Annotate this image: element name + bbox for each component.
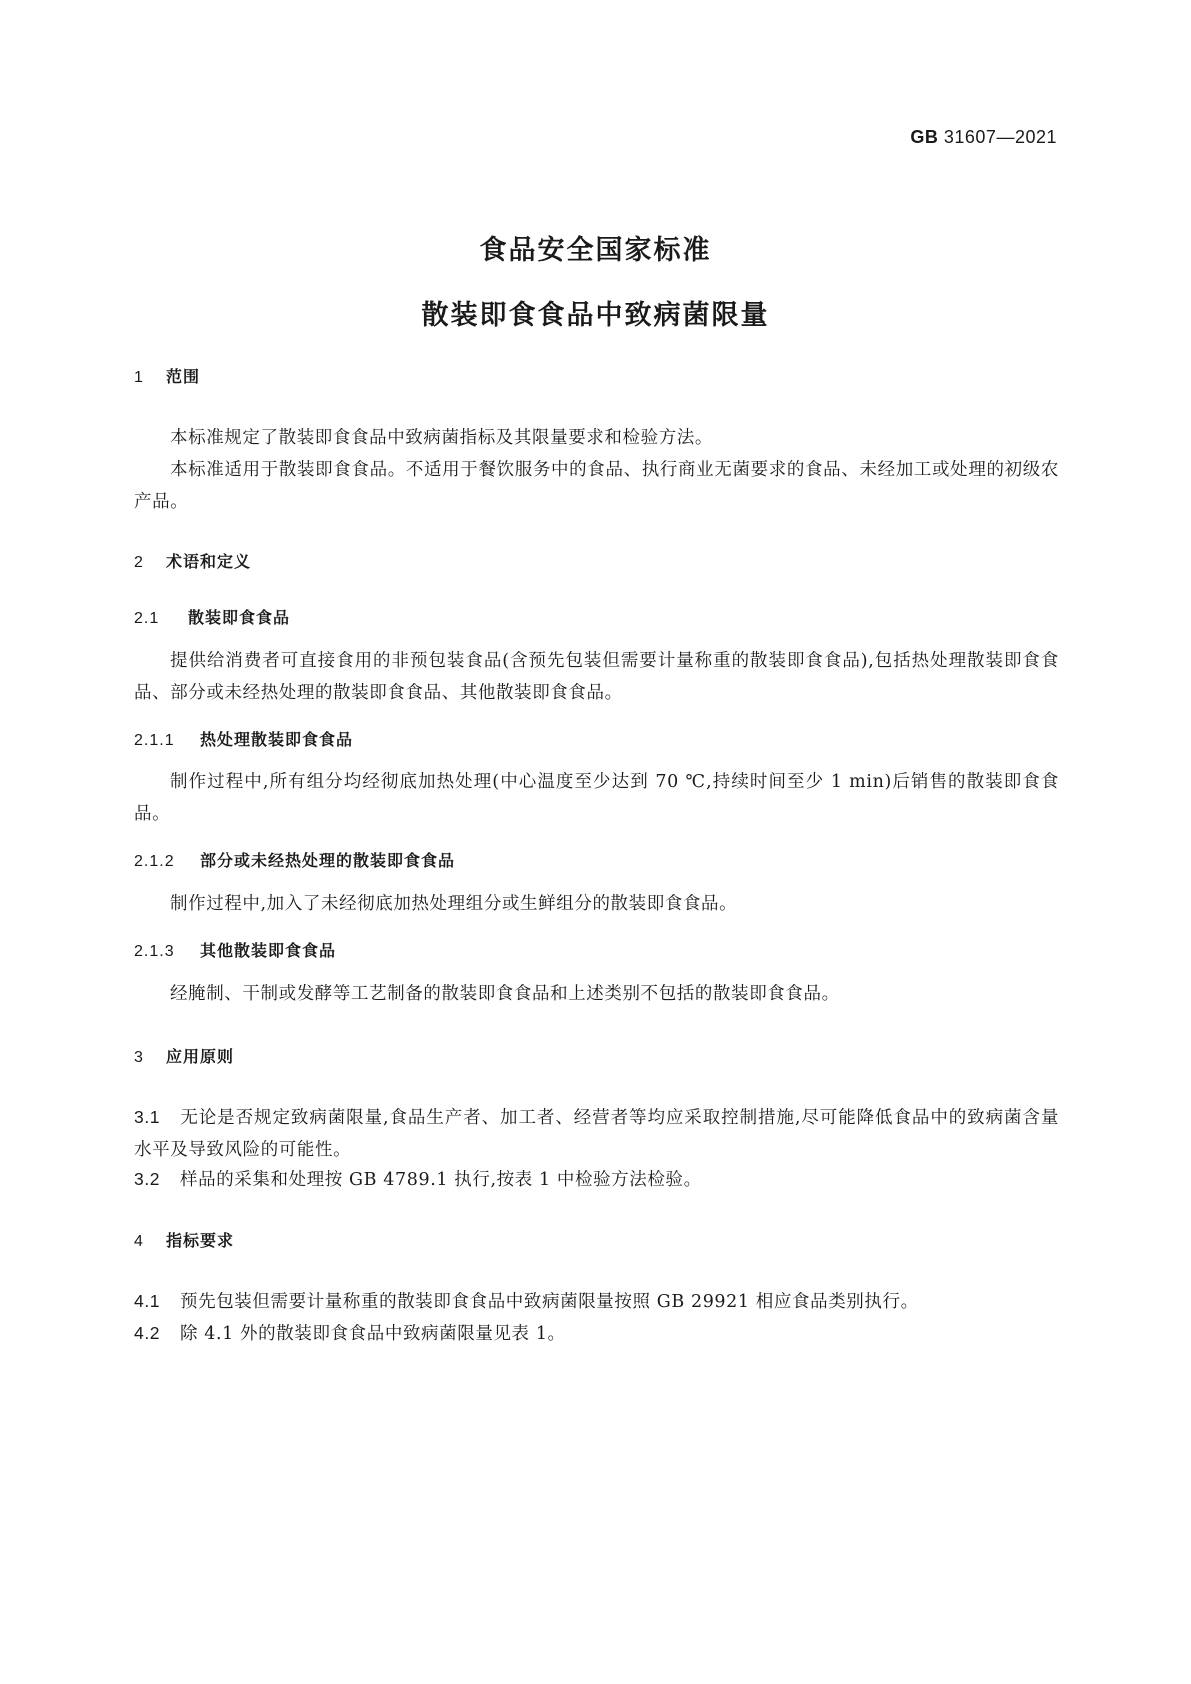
clause-number: 3.1 <box>134 1107 161 1127</box>
standard-code <box>910 127 1057 148</box>
section-4-heading <box>134 1228 234 1251</box>
section-1-heading <box>134 364 200 387</box>
clause-4-1 <box>134 1285 1059 1318</box>
clause-2-1-3-paragraph: 经腌制、干制或发酵等工艺制备的散装即食食品和上述类别不包括的散装即食食品。 <box>170 984 840 1004</box>
clause-number: 3.2 <box>134 1169 161 1189</box>
clause-2-1-1-paragraph: 制作过程中,所有组分均经彻底加热处理(中心温度至少达到 70 ℃,持续时间至少 1 min)后销售的散装即食食品。 <box>134 772 1059 824</box>
clause-2-1-1-heading <box>134 727 353 750</box>
clause-text: 预先包装但需要计量称重的散装即食食品中致病菌限量按照 GB 29921 相应食品类别执行。 <box>180 1292 919 1312</box>
clause-3-1 <box>134 1101 1059 1166</box>
clause-number: 2.1 <box>134 610 160 627</box>
document-title-line-1: 食品安全国家标准 <box>479 235 712 266</box>
clause-4-2 <box>134 1317 1059 1350</box>
standard-code-number: 31607—2021 <box>938 127 1057 147</box>
clause-title: 热处理散装即食食品 <box>200 730 354 749</box>
clause-number: 2.1.1 <box>134 732 175 749</box>
clause-number: 2.1.3 <box>134 943 175 960</box>
section-title: 范围 <box>166 367 201 386</box>
section-number: 2 <box>134 554 144 571</box>
clause-2-1-paragraph: 提供给消费者可直接食用的非预包装食品(含预先包装但需要计量称重的散装即食食品),包括热处理散装即食食品、部分或未经热处理的散装即食食品、其他散装即食食品。 <box>134 651 1059 703</box>
section-1-paragraph-1: 本标准规定了散装即食食品中致病菌指标及其限量要求和检验方法。 <box>170 428 713 448</box>
section-number: 3 <box>134 1049 144 1066</box>
section-title: 指标要求 <box>166 1231 235 1250</box>
clause-number: 4.1 <box>134 1291 161 1311</box>
section-title: 应用原则 <box>166 1047 235 1066</box>
document-title-line-2: 散装即食食品中致病菌限量 <box>421 300 770 331</box>
section-number: 4 <box>134 1233 144 1250</box>
clause-3-2 <box>134 1163 1059 1196</box>
section-title: 术语和定义 <box>166 552 252 571</box>
clause-2-1-3-heading <box>134 938 336 961</box>
clause-2-1-2-paragraph: 制作过程中,加入了未经彻底加热处理组分或生鲜组分的散装即食食品。 <box>170 894 738 914</box>
clause-text: 除 4.1 外的散装即食食品中致病菌限量见表 1。 <box>180 1324 566 1344</box>
clause-number: 4.2 <box>134 1323 161 1343</box>
clause-title: 散装即食食品 <box>188 608 291 627</box>
section-3-heading <box>134 1044 234 1067</box>
clause-title: 其他散装即食食品 <box>200 941 337 960</box>
section-2-heading <box>134 549 251 572</box>
clause-2-1-2-heading <box>134 848 455 871</box>
clause-title: 部分或未经热处理的散装即食食品 <box>200 851 456 870</box>
clause-text: 无论是否规定致病菌限量,食品生产者、加工者、经营者等均应采取控制措施,尽可能降低食品中的致病菌含量水平及导致风险的可能性。 <box>134 1108 1059 1160</box>
clause-2-1-heading <box>134 605 290 628</box>
section-number: 1 <box>134 369 144 386</box>
section-1-paragraph-2: 本标准适用于散装即食食品。不适用于餐饮服务中的食品、执行商业无菌要求的食品、未经加工或处理的初级农产品。 <box>134 460 1059 512</box>
clause-number: 2.1.2 <box>134 853 175 870</box>
standard-code-prefix: GB <box>910 127 939 147</box>
clause-text: 样品的采集和处理按 GB 4789.1 执行,按表 1 中检验方法检验。 <box>180 1170 702 1190</box>
